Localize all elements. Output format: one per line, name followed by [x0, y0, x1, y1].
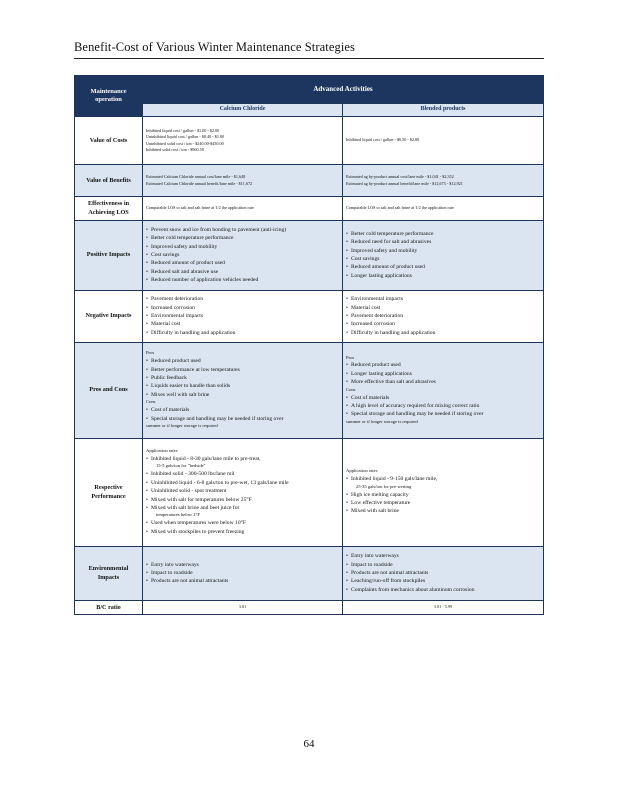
list-item: • Cost of materials	[146, 406, 339, 414]
positive-blended-products	[343, 220, 544, 290]
list-item: • Mixed with salt brine and beet juice for	[146, 504, 339, 512]
row-label-value-of-costs: Value of Costs	[75, 117, 143, 165]
list-item: • Special storage and handling may be needed if storing over	[346, 410, 540, 418]
list-item: • Products are not animal attractants	[146, 577, 339, 585]
positive-calcium-chloride	[143, 220, 343, 290]
list-item: • Pavement deterioration	[146, 295, 339, 303]
bc-ratio-calcium-chloride: 3.81	[143, 600, 343, 614]
costs-calcium-chloride: Inhibited liquid cost / gallon - $1.00 - $2.00 Uninhibited liquid cost / gallon - $0.40 - $1.00 Uninhibited solid cost / ton - $240.00-$450.00 Inhibited solid cost / ton - $960.50	[143, 117, 343, 165]
list-item: • More effective than salt and abrasives	[346, 378, 540, 386]
costs-blended-products: Inhibited liquid cost / gallon - $0.50 - $2.00	[343, 117, 544, 165]
list-item: • Increased corrosion	[346, 320, 540, 328]
list-item: • Special storage and handling may be needed if storing over	[146, 415, 339, 423]
list-item: • Low effective temperature	[346, 499, 540, 507]
row-label-positive-impacts: Positive Impacts	[75, 220, 143, 290]
list-item: • Inhibited liquid - 8-30 gals/lane mile to pre-treat,	[146, 455, 339, 463]
list-item: • Prevent snow and ice from bonding to pavement (anti-icing)	[146, 226, 339, 234]
list-item: • Public feedback	[146, 374, 339, 382]
list-item: • Reduced product used	[146, 357, 339, 365]
benefits-calcium-chloride: Estimated Calcium Chloride annual cost/lane mile - $1,648 Estimated Calcium Chloride annual benefit/lane mile - $11,672	[143, 165, 343, 197]
performance-calcium-chloride: Application rates • Inhibited liquid - 8-30 gals/lane mile to pre-treat, 15-5 gals/ton for "bedside" • Inhibited solid - 300-500 lbs/lane mil • Uninhibited liquid - 6-8 gals/ton to pre-wet, 13 gals/lane mile • Uninhibited solid - spot treatment • Mixed with salt for temperatures below 25°F • Mixed with salt brine and beet juice for temperatures below 2°F • Used when temperatures were below 10°F • Mixed with stockpiles to prevent freezing	[143, 438, 343, 546]
list-item: • Entry into waterways	[146, 561, 339, 569]
list-item: • Material cost	[346, 304, 540, 312]
list-item: • Reduced amount of product used	[346, 263, 540, 271]
row-label-bc-ratio: B/C ratio	[75, 600, 143, 614]
list-item: • Leaching/run-off from stockpiles	[346, 577, 540, 585]
list-item: • Mixed with salt for temperatures below 25°F	[146, 496, 339, 504]
list-item: • Mixed with salt brine	[346, 507, 540, 515]
list-item: • Difficulty in handling and application	[146, 329, 339, 337]
list-item: • Longer lasting applications	[346, 272, 540, 280]
list-item: • Increased corrosion	[146, 304, 339, 312]
list-item: • Better cold temperature performance	[146, 234, 339, 242]
list-item: • Inhibited liquid - 9-150 gals/lane mile,	[346, 475, 540, 483]
list-item: • Entry into waterways	[346, 552, 540, 560]
list-item: • Improved safety and mobility	[346, 247, 540, 255]
title-rule	[74, 58, 544, 59]
list-item: • Cost savings	[346, 255, 540, 263]
list-item: • Inhibited solid - 300-500 lbs/lane mil	[146, 470, 339, 478]
list-item: • A high level of accuracy required for mixing correct ratio	[346, 402, 540, 410]
list-item: • Longer lasting applications	[346, 370, 540, 378]
list-item: • Products are not animal attractants	[346, 569, 540, 577]
environmental-blended-products	[343, 546, 544, 600]
list-item: • Reduced product used	[346, 361, 540, 369]
header-advanced-activities: Advanced Activities	[143, 76, 544, 104]
header-calcium-chloride: Calcium Chloride	[143, 104, 343, 117]
benefit-cost-table	[74, 75, 544, 615]
page-title: Benefit-Cost of Various Winter Maintenance Strategies	[74, 40, 356, 54]
row-label-value-of-benefits: Value of Benefits	[75, 165, 143, 197]
list-item: • High ice melting capacity	[346, 491, 540, 499]
benefits-blended-products: Estimated ag by-product annual cost/lane mile - $1,041 - $2,352 Estimated ag by-product annual benefit/lane mile - $12,673 - $12,921	[343, 165, 544, 197]
list-item: • Liquids easier to handle than solids	[146, 382, 339, 390]
list-item: • Reduced number of application vehicles needed	[146, 276, 339, 284]
list-item: • Environmental impacts	[146, 312, 339, 320]
list-item: • Complaints from mechanics about aluminum corrosion	[346, 586, 540, 594]
row-label-pros-and-cons: Pros and Cons	[75, 342, 143, 438]
row-label-negative-impacts: Negative Impacts	[75, 290, 143, 342]
list-item: • Reduced amount of product used	[146, 259, 339, 267]
row-label-environmental-impacts: Environmental Impacts	[75, 546, 143, 600]
list-item: • Impact to roadside	[346, 561, 540, 569]
list-item: • Cost of materials	[346, 394, 540, 402]
list-item: • Reduced salt and abrasive use	[146, 268, 339, 276]
environmental-calcium-chloride	[143, 546, 343, 600]
list-item: • Mixes well with salt brine	[146, 391, 339, 399]
list-item: • Cost savings	[146, 251, 339, 259]
header-blended-products: Blended products	[343, 104, 544, 117]
bc-ratio-blended-products: 3.81 - 5.99	[343, 600, 544, 614]
list-item: • Improved safety and mobility	[146, 243, 339, 251]
list-item: • Environmental impacts	[346, 295, 540, 303]
list-item: • Difficulty in handling and application	[346, 329, 540, 337]
list-item: • Pavement deterioration	[346, 312, 540, 320]
pros-cons-calcium-chloride: Pros • Reduced product used • Better performance at low temperatures • Public feedback • Liquids easier to handle than solids • Mixes well with salt brine Cons • Cost of materials • Special storage and handling may be needed if storing over summer or if longer storage is required	[143, 342, 343, 438]
list-item: • Better performance at low temperatures	[146, 366, 339, 374]
list-item: • Mixed with stockpiles to prevent freezing	[146, 528, 339, 536]
pros-cons-blended-products: Pros • Reduced product used • Longer lasting applications • More effective than salt and abrasives Cons • Cost of materials • A high level of accuracy required for mixing correct ratio • Special storage and handling may be needed if storing over summer or if longer storage is required	[343, 342, 544, 438]
row-label-respective-performance: Respective Performance	[75, 438, 143, 546]
list-item: • Impact to roadside	[146, 569, 339, 577]
effectiveness-blended-products: Comparable LOS to salt and salt brine at 1/2 the application rate	[343, 197, 544, 221]
row-label-effectiveness: Effectiveness in Achieving LOS	[75, 197, 143, 221]
negative-calcium-chloride	[143, 290, 343, 342]
list-item: • Reduced need for salt and abrasives	[346, 238, 540, 246]
list-item: • Used when temperatures were below 10°F	[146, 519, 339, 527]
performance-blended-products: Application rates • Inhibited liquid - 9-150 gals/lane mile, 25-35 gals/ton for pre-wetting • High ice melting capacity • Low effective temperature • Mixed with salt brine	[343, 438, 544, 546]
list-item: • Better cold temperature performance	[346, 230, 540, 238]
header-maintenance-operation: Maintenance operation	[75, 76, 143, 117]
list-item: • Uninhibited liquid - 6-8 gals/ton to pre-wet, 13 gals/lane mile	[146, 479, 339, 487]
list-item: • Uninhibited solid - spot treatment	[146, 487, 339, 495]
negative-blended-products	[343, 290, 544, 342]
effectiveness-calcium-chloride: Comparable LOS to salt and salt brine at 1/2 the application rate	[143, 197, 343, 221]
page-number: 64	[303, 738, 315, 750]
list-item: • Material cost	[146, 320, 339, 328]
